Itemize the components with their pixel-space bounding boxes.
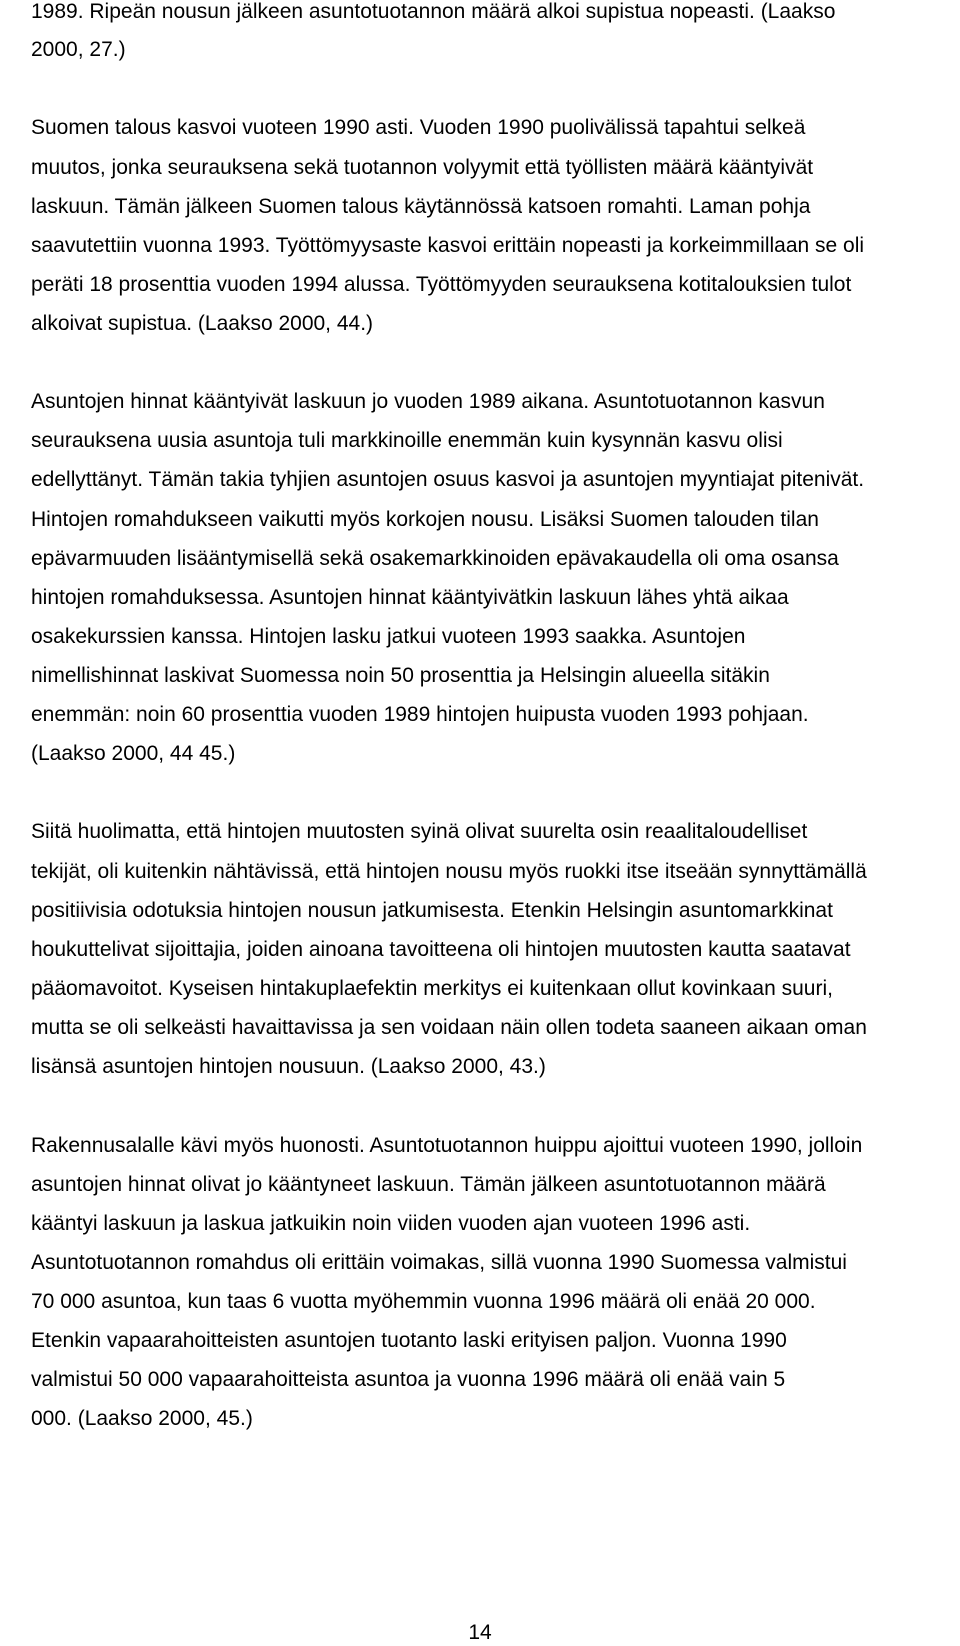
text-line: seurauksena uusia asuntoja tuli markkinoille enemmän kuin kysynnän kasvu olisi: [31, 429, 783, 452]
text-line: 000. (Laakso 2000, 45.): [31, 1407, 253, 1430]
text-line: lisänsä asuntojen hintojen nousuun. (Laakso 2000, 43.): [31, 1055, 546, 1078]
text-line: peräti 18 prosenttia vuoden 1994 alussa. Työttömyyden seurauksena kotitalouksien tulot: [31, 273, 852, 296]
text-line: saavutettiin vuonna 1993. Työttömyysaste kasvoi erittäin nopeasti ja korkeimmillaan se oli: [31, 234, 865, 257]
text-line: hintojen romahduksessa. Asuntojen hinnat kääntyivätkin laskuun lähes yhtä aikaa: [31, 586, 789, 609]
text-line: epävarmuuden lisääntymisellä sekä osakemarkkinoiden epävakaudella oli oma osansa: [31, 547, 839, 570]
text-line: Siitä huolimatta, että hintojen muutosten syinä olivat suurelta osin reaalitaloudelliset: [31, 820, 808, 843]
text-line: alkoivat supistua. (Laakso 2000, 44.): [31, 312, 374, 335]
text-line: Hintojen romahdukseen vaikutti myös korkojen nousu. Lisäksi Suomen talouden tilan: [31, 508, 819, 531]
text-line: asuntojen hinnat olivat jo kääntyneet laskuun. Tämän jälkeen asuntotuotannon määrä: [31, 1173, 826, 1196]
text-line: 1989. Ripeän nousun jälkeen asuntotuotannon määrä alkoi supistua nopeasti. (Laakso: [31, 0, 836, 23]
text-line: Asuntojen hinnat kääntyivät laskuun jo vuoden 1989 aikana. Asuntotuotannon kasvun: [31, 390, 825, 413]
text-line: kääntyi laskuun ja laskua jatkuikin noin viiden vuoden ajan vuoteen 1996 asti.: [31, 1212, 751, 1235]
text-line: (Laakso 2000, 44 45.): [31, 742, 236, 765]
text-line: Rakennusalalle kävi myös huonosti. Asuntotuotannon huippu ajoittui vuoteen 1990, jolloin: [31, 1134, 863, 1157]
text-line: 70 000 asuntoa, kun taas 6 vuotta myöhemmin vuonna 1996 määrä oli enää 20 000.: [31, 1290, 816, 1313]
text-line: osakekurssien kanssa. Hintojen lasku jatkui vuoteen 1993 saakka. Asuntojen: [31, 625, 746, 648]
text-line: pääomavoitot. Kyseisen hintakuplaefektin merkitys ei kuitenkaan ollut kovinkaan suuri,: [31, 977, 833, 1000]
text-line: 2000, 27.): [31, 38, 126, 61]
text-line: positiivisia odotuksia hintojen nousun jatkumisesta. Etenkin Helsingin asuntomarkkinat: [31, 899, 833, 922]
text-line: Suomen talous kasvoi vuoteen 1990 asti. Vuoden 1990 puolivälissä tapahtui selkeä: [31, 116, 806, 139]
text-line: valmistui 50 000 vapaarahoitteista asuntoa ja vuonna 1996 määrä oli enää vain 5: [31, 1368, 786, 1391]
page-number: 14: [468, 1621, 492, 1644]
text-line: tekijät, oli kuitenkin nähtävissä, että hintojen nousu myös ruokki itse itseään synnyttämällä: [31, 860, 867, 883]
text-line: mutta se oli selkeästi havaittavissa ja sen voidaan näin ollen todeta saaneen aikaan oman: [31, 1016, 867, 1039]
text-line: edellyttänyt. Tämän takia tyhjien asuntojen osuus kasvoi ja asuntojen myyntiajat pitenivät.: [31, 468, 865, 491]
text-line: nimellishinnat laskivat Suomessa noin 50 prosenttia ja Helsingin alueella sitäkin: [31, 664, 770, 687]
text-line: laskuun. Tämän jälkeen Suomen talous käytännössä katsoen romahti. Laman pohja: [31, 195, 811, 218]
text-line: enemmän: noin 60 prosenttia vuoden 1989 hintojen huipusta vuoden 1993 pohjaan.: [31, 703, 809, 726]
text-line: Asuntotuotannon romahdus oli erittäin voimakas, sillä vuonna 1990 Suomessa valmistui: [31, 1251, 847, 1274]
text-line: houkuttelivat sijoittajia, joiden ainoana tavoitteena oli hintojen muutosten kautta saatavat: [31, 938, 851, 961]
text-line: Etenkin vapaarahoitteisten asuntojen tuotanto laski erityisen paljon. Vuonna 1990: [31, 1329, 787, 1352]
text-line: muutos, jonka seurauksena sekä tuotannon volyymit että työllisten määrä kääntyivät: [31, 156, 814, 179]
